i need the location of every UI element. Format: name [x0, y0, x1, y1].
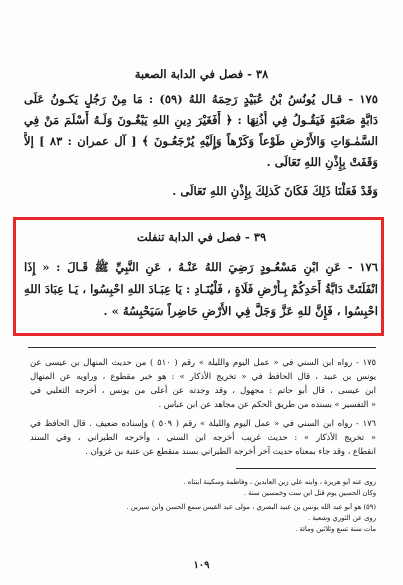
footnote-175-line-3: ابن عيسى ، قال أبو حاتم : مجهول ، وقد وجدته عن أعلى من يونس ، أخرجه الثعلبي في	[30, 385, 376, 395]
section-38-line-4: وَقَفَتْ بِإِذْنِ اللهِ تَعَالَى .	[266, 155, 378, 169]
note-line-5: مات سنة تسع وثلاثين ومائة .	[295, 525, 376, 533]
footnote-divider	[28, 347, 376, 348]
footnote-176-line-1: ١٧٦ - رواه ابن السني في « عمل اليوم والليلة » رقم ( ٥٠٩ ) وإسناده ضعيف . قال الحافظ في	[30, 418, 376, 428]
notes-divider	[236, 468, 376, 469]
footnote-176-line-2: « تخريج الأذكار » : حديث غريب أخرجه ابن السني ، وأخرجه الطبراني ، وفي السند	[30, 432, 376, 442]
note-line-1: روى عنه أبو هريرة ، وابنه علي زين العابدين ، وفاطمة وسكينة ابنتاه .	[183, 478, 376, 486]
page-number: ١٠٩	[193, 560, 210, 571]
section-38-line-1: ١٧٥ - قـال يُونُسُ بْنُ عُبَيْدٍ رَحِمَهُ اللهُ (٥٩) : مَا مِنْ رَجُلٍ يَكـونُ عَلَى	[24, 92, 378, 106]
section-39-line-3: احْبِسُوا ، فَإِنَّ للهِ عَزَّ وَجَلَّ فِي الأَرْضِ حَاضِراً سَيَحْبِسُهُ » .	[103, 304, 378, 318]
footnote-175-line-4: « التفسير » بسنده من طريق الحكم عن مجاهد عن ابن عباس .	[158, 399, 376, 409]
section-39-line-1: ١٧٦ - عَنِ ابْنِ مَسْعُـودٍ رَضِيَ اللهُ عَنْـهُ ، عَنِ النَّبِيِّ ﷺ قَـالَ : « إِذَا	[24, 260, 378, 274]
section-38-line-2: دَابَّةٍ صَعْبَةٍ فَيَقُـولُ فِي أُذُنِهَا : ﴿ أَفَغَيْرَ دِينِ اللهِ يَبْغُـونَ وَلَـهُ أَسْلَمَ مَنْ فِي	[24, 113, 378, 127]
footnote-176-line-3: انقطاع ، وقد جاء بمعناه حديث آخر أخرجه الطبراني بسند منقطع عن عتبة بن غزوان .	[85, 446, 376, 456]
note-line-3: (٥٩) هو أبو عبد الله يونس بن عبيد البصري ، مولى عبد القيس سمع الحسن وابن سيرين .	[126, 503, 376, 511]
footnote-175-line-1: ١٧٥ - رواه ابن السني في « عمل اليوم والليلة » رقم ( ٥١٠ ) من حديث المنهال بن عيسى عن	[30, 357, 376, 367]
section-39-line-2: انْفَلَتَتْ دَابَّةُ أَحَدِكُمْ بِـأَرْضٍ فَلَاةٍ ، فَلْيُنَـادِ : يَا عِبَـادَ اللهِ احْبِسُوا ، يَـا عِبَادَ اللهِ	[24, 282, 378, 296]
note-line-4: روى عن الثوري وشعبة .	[308, 514, 376, 522]
section-38-line-3: السَّمٰـوَاتِ وَالأَرْضِ طَوْعاً وَكَرْهاً وَإِلَيْهِ يُرْجَعُـونَ ﴾ [ آل عمران : ٨٣ ] إلاَّ	[24, 134, 378, 148]
footnote-175-line-2: يونس بن عبيد ، قال الحافظ في « تخريج الأذكار » : هو خبر مقطوع ، وراويه عن المنهال	[30, 371, 376, 381]
note-line-2: وكان الحسين يوم قتل ابن ست وخمسين سنة .	[243, 489, 376, 497]
section-39-heading: ٣٩ - فصل في الدابة تنفلت	[136, 230, 267, 244]
section-38-heading: ٣٨ - فصل في الدابة الصعبة	[134, 67, 269, 81]
section-38-line-5: وَقَدْ فَعَلْنَا ذَلِكَ فَكَانَ كَذلِكَ بِإِذْنِ اللهِ تَعَالَى .	[172, 184, 378, 198]
